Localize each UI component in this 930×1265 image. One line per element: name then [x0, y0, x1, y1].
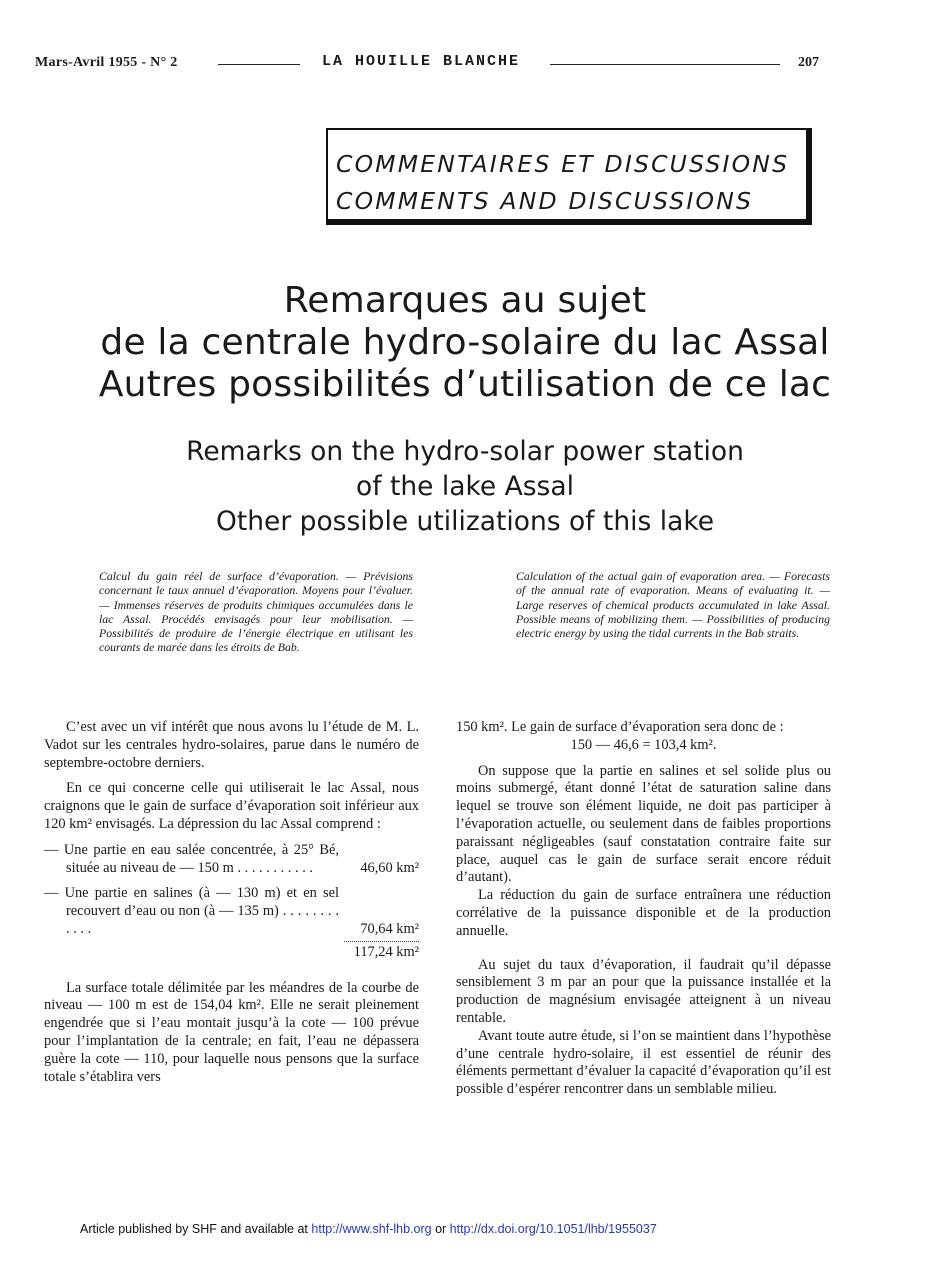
paragraph: Avant toute autre étude, si l’on se maintient dans l’hypothèse d’une centrale hydro-solaire, il est essentiel de réunir des éléments permettant d’évaluer la capacité d’évaporation qu’il est possible d’espérer rencontrer dans un semblable milieu. — [456, 1027, 831, 1098]
running-header-journal: LA HOUILLE BLANCHE — [322, 53, 521, 70]
abstract-fr: Calcul du gain réel de surface d’évaporation. — Prévisions concernant le taux annuel d’évaporation. Moyens pour l’évaluer. — Immenses réserves de produits chimiques accumulées dans le lac Assal. Procédés envisagés pour leur mobilisation. — Possibilités de produire de l’énergie électrique en utilisant les courants de marée dans les étroits de Bab. — [99, 569, 413, 655]
section-heading-fr: COMMENTAIRES ET DISCUSSIONS — [336, 150, 790, 178]
list-item-value: 46,60 km² — [360, 859, 419, 876]
footer-text: Article published by SHF and available at — [80, 1222, 312, 1236]
total-value: 117,24 km² — [353, 943, 419, 960]
title-fr-line: de la centrale hydro-solaire du lac Assal — [100, 322, 830, 363]
list-item-value: 70,64 km² — [360, 920, 419, 937]
paragraph: On suppose que la partie en salines et sel solide plus ou moins submergé, étant donné l’état de saturation saline dans lequel se trouve son élément liquide, ne doit pas participer à l’évaporation actuelle, ou seulement dans de faibles proportions paraissant négligeables (sauf constatation contraire faite sur place, auquel cas le gain de surface serait encore réduit d’autant). — [456, 762, 831, 886]
article-title-fr — [0, 280, 930, 406]
equation: 150 — 46,6 = 103,4 km². — [570, 736, 717, 753]
list-item-text: — Une partie en eau salée concentrée, à 25° Bé, située au niveau de — 150 m . . . . . . . . . . . — [44, 841, 339, 876]
article-title-en — [0, 434, 930, 539]
running-header-issue: Mars-Avril 1955 - N° 2 — [35, 55, 178, 70]
paragraph: En ce qui concerne celle qui utiliserait le lac Assal, nous craignons que le gain de surface d’évaporation soit inférieur aux 120 km² envisagés. La dépression du lac Assal comprend : — [44, 780, 419, 832]
paragraph: C’est avec un vif intérêt que nous avons lu l’étude de M. L. Vadot sur les centrales hydro-solaires, parue dans le numéro de septembre-octobre derniers. — [44, 719, 419, 771]
list-item — [44, 842, 419, 878]
body-column-right — [456, 719, 831, 1099]
section-heading-en: COMMENTS AND DISCUSSIONS — [336, 187, 754, 215]
paragraph: La surface totale délimitée par les méandres de la courbe de niveau — 100 m est de 154,04 km². Elle ne serait pleinement engendrée que si l’eau montait jusqu’à la cote — 100 prévue pour l’implantation de la centrale; en fait, l’eau ne dépassera guère la cote — 110, pour laquelle nous pensons que la surface totale s’établira vers — [44, 979, 419, 1085]
doi-link[interactable]: http://dx.doi.org/10.1051/lhb/1955037 — [449, 1222, 657, 1236]
header-rule — [550, 64, 780, 65]
title-en-line: Other possible utilizations of this lake — [215, 506, 715, 537]
footer-text: or — [431, 1222, 450, 1236]
body-column-left — [44, 719, 419, 1086]
section-heading-box — [326, 128, 812, 225]
shf-link[interactable]: http://www.shf-lhb.org — [311, 1222, 432, 1236]
paragraph: La réduction du gain de surface entraînera une réduction corrélative de la puissance disponible et de la production annuelle. — [456, 887, 831, 939]
publication-footer — [80, 1222, 657, 1236]
title-en-line: Remarks on the hydro-solar power station — [186, 436, 744, 467]
paragraph: Au sujet du taux d’évaporation, il faudrait qu’il dépasse sensiblement 3 m par an pour que la puissance installée et la production de magnésium envisagée atteignent à un niveau rentable. — [456, 956, 831, 1026]
list-item-text: — Une partie en salines (à — 130 m) et en sel recouvert d’eau ou non (à — 135 m) . . . . . . . . . . . . — [44, 885, 339, 937]
title-en-line: of the lake Assal — [356, 471, 574, 502]
paragraph: 150 km². Le gain de surface d’évaporation sera donc de : — [456, 719, 784, 735]
list-item — [44, 885, 419, 938]
title-fr-line: Autres possibilités d’utilisation de ce lac — [98, 364, 832, 405]
header-rule — [218, 64, 300, 65]
title-fr-line: Remarques au sujet — [283, 280, 647, 321]
sum-rule — [344, 941, 419, 942]
page-number: 207 — [798, 55, 819, 70]
abstract-en: Calculation of the actual gain of evaporation area. — Forecasts of the annual rate of evaporation. Means of evaluating it. — Large reserves of chemical products accumulated in lake Assal. Possible means of mobilizing them. — Possibilities of producing electric energy by using the tidal currents in the Bab straits. — [516, 569, 830, 641]
